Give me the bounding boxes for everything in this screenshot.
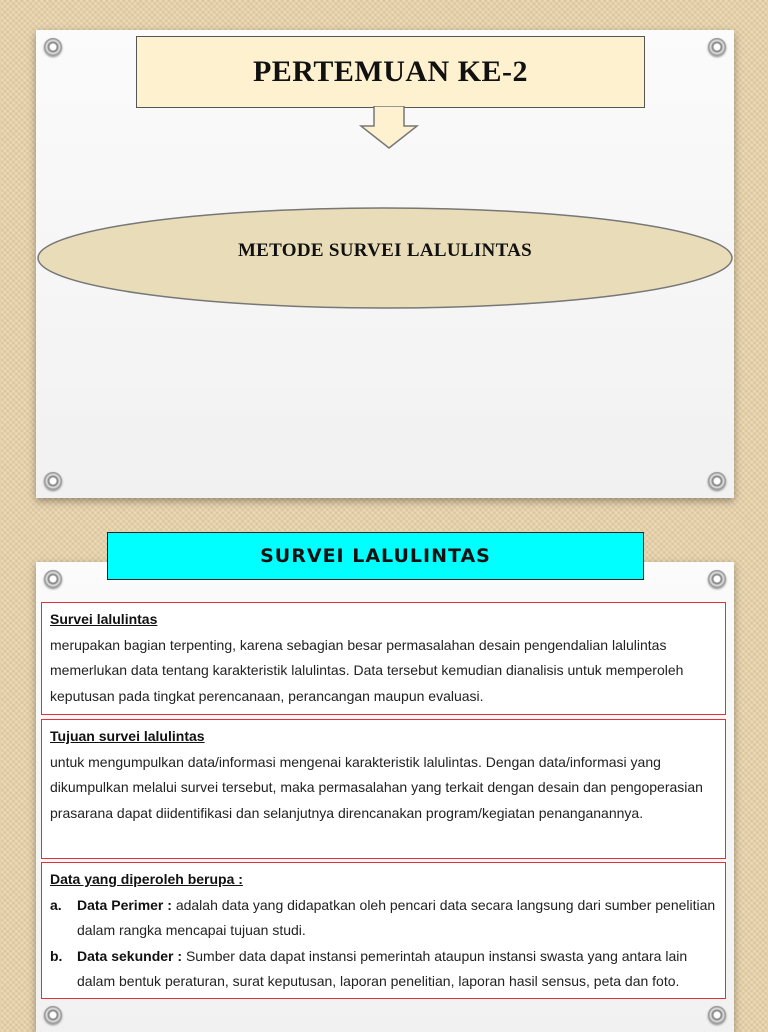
list-term: Data sekunder :	[77, 947, 183, 964]
box-heading: Data yang diperoleh berupa :	[50, 871, 243, 887]
pushpin-icon	[44, 38, 62, 56]
down-arrow-icon	[359, 106, 419, 150]
pushpin-icon	[708, 472, 726, 490]
box-heading: Tujuan survei lalulintas	[50, 728, 205, 744]
slide-1	[36, 30, 734, 498]
list-label: a.	[50, 896, 62, 913]
list-item	[50, 944, 717, 995]
box-body: untuk mengumpulkan data/informasi mengenai karakteristik lalulintas. Dengan data/informasi yang dikumpulkan melalui survei tersebut, maka permasalahan yang terkait dengan desain dan pengoperasian prasarana dapat diidentifikasi dan selanjutnya direncanakan program/kegiatan penanganannya.	[50, 753, 703, 821]
section-header: SURVEI LALULINTAS	[107, 532, 644, 580]
box-body: merupakan bagian terpenting, karena sebagian besar permasalahan desain pengendalian lalulintas memerlukan data tentang karakteristik lalulintas. Data tersebut kemudian dianalisis untuk memperoleh keputusan pada tingkat perencanaan, perancangan maupun evaluasi.	[50, 636, 684, 704]
list-label: b.	[50, 947, 63, 964]
list-desc: Sumber data dapat instansi pemerintah ataupun instansi swasta yang antara lain dalam bentuk peraturan, surat keputusan, laporan penelitian, laporan hasil sensus, peta dan foto.	[77, 947, 688, 989]
data-types-box	[41, 862, 726, 999]
box-heading: Survei lalulintas	[50, 611, 158, 627]
slide-title: PERTEMUAN KE-2	[136, 36, 645, 108]
pushpin-icon	[44, 472, 62, 490]
list-desc: adalah data yang didapatkan oleh pencari data secara langsung dari sumber penelitian dalam rangka mencapai tujuan studi.	[77, 896, 716, 938]
definition-box	[41, 602, 726, 715]
list-item	[50, 893, 717, 944]
list-text	[77, 893, 717, 944]
list-text	[77, 944, 717, 995]
list-term: Data Perimer :	[77, 896, 172, 913]
slide-2	[36, 562, 734, 1032]
pushpin-icon	[44, 1006, 62, 1024]
pushpin-icon	[708, 38, 726, 56]
pushpin-icon	[44, 570, 62, 588]
pushpin-icon	[708, 1006, 726, 1024]
slide-subtitle: METODE SURVEI LALULINTAS	[237, 240, 533, 261]
pushpin-icon	[708, 570, 726, 588]
purpose-box	[41, 719, 726, 859]
